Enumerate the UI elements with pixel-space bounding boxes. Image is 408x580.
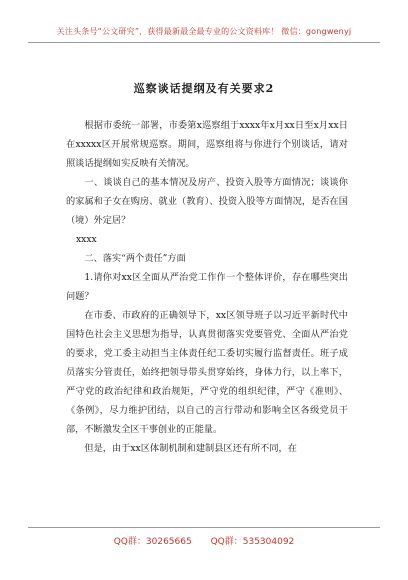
header-note: 关注头条号“公文研究”，获得最新最全最专业的公文资料库！ 微信：gongwenyj [56, 27, 352, 36]
paragraph-intro: 根据市委统一部署，市委第x巡察组于xxxx年x月xx日至x月xx日在xxxxx区开展常规巡察。期间，巡察组将与你进行个别谈话，请对照谈话提纲如实反映有关情况。 [66, 120, 348, 169]
footer-qq-group-2: QQ群：535304092 [210, 537, 295, 547]
document-body [66, 116, 348, 458]
footer [0, 534, 408, 547]
paragraph-section-1: 一、谈谈自己的基本情况及房产、投资入股等方面情况；谈谈你的家属和子女在购房、就业（教育）、投资入股等方面情况，是否在国（境）外定居？ [66, 177, 348, 226]
header-divider [28, 42, 380, 43]
footer-qq-group-1: QQ群：30265665 [113, 537, 192, 547]
paragraph-continued: 但是，由于xx区体制机制和建制县区还有所不同，在 [84, 443, 297, 454]
footer-divider [28, 527, 380, 528]
answer-1: 在市委、市政府的正确领导下，xx区领导班子以习近平新时代中国特色社会主义思想为指导，认真贯彻落实党要管党、全面从严治党的要求，党工委主动担当主体责任纪工委切实履行监督责任。班子成员落实分管责任，始终把领导带头贯穿始终，身体力行，以上率下，严守党的政治纪律和政治规矩，严守党的组织纪律，严守《准则》、《条例》，尽力维护团结，以自己的言行带动和影响全区各级党员干部，不断激发全区干事创业的正能量。 [66, 310, 348, 435]
question-1: 1.请你对xx区全面从严治党工作作一个整体评价，存在哪些突出问题？ [66, 272, 348, 302]
section-heading-2: 二、落实“两个责任”方面 [84, 253, 186, 264]
paragraph-placeholder: xxxx [76, 234, 97, 245]
document-title: 巡察谈话提纲及有关要求2 [133, 82, 275, 95]
